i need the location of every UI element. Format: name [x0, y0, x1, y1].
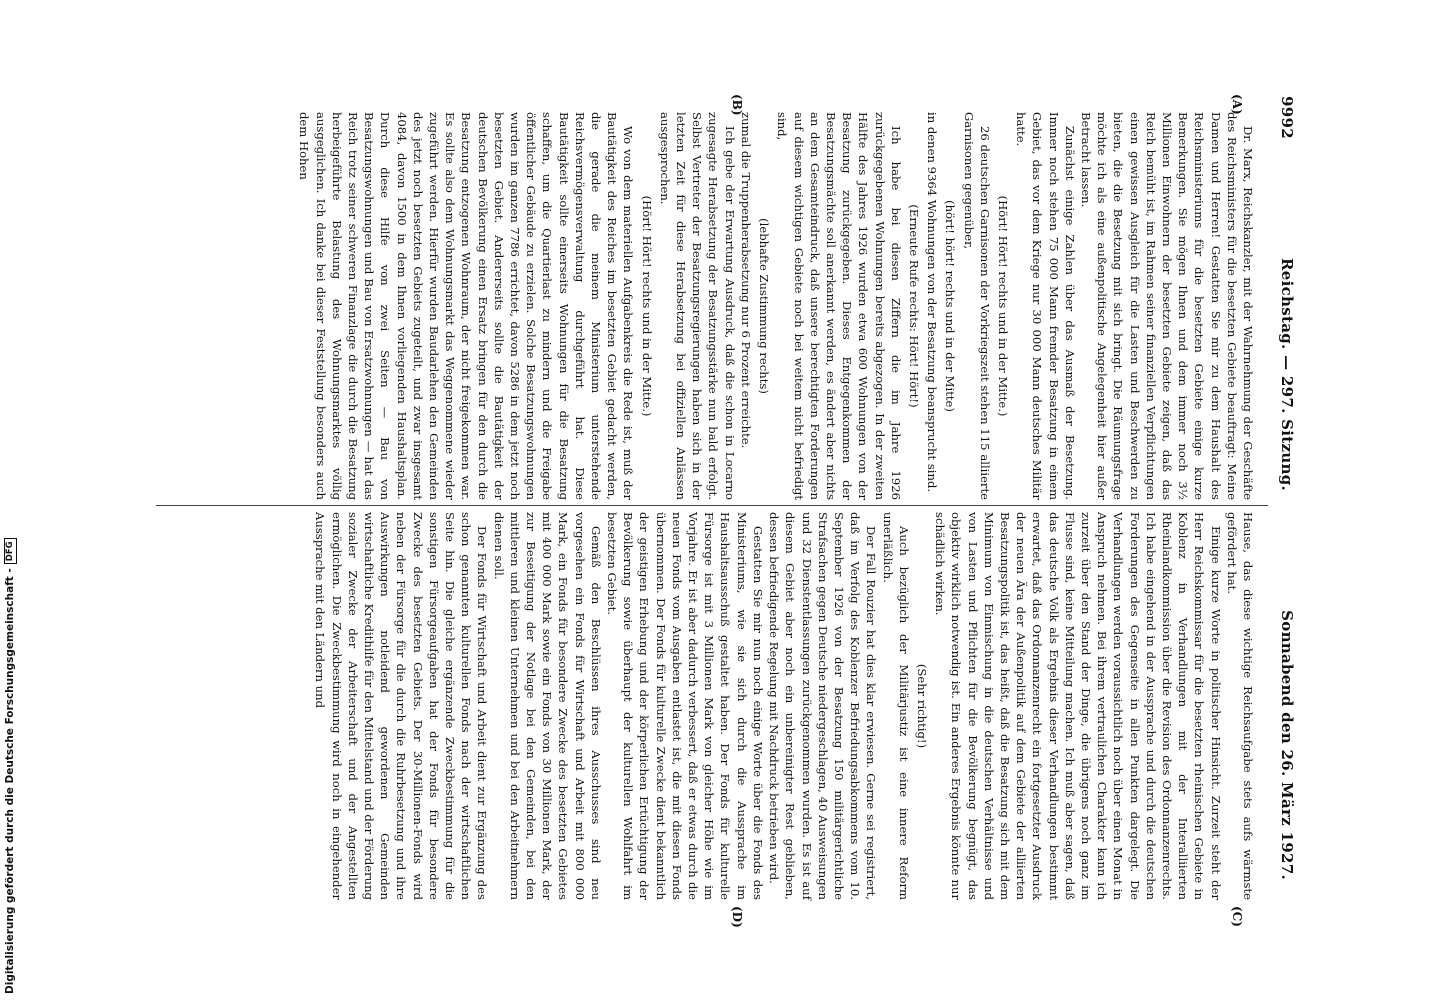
margin-letter-d: (D) [730, 906, 744, 928]
paragraph: Der Fall Rouzier hat dies klar erwiesen. Gerne sei registriert, daß im Verfolg des Koblenzer Befriedungsabkommens vom 10. September 1926 von der Besatzung 150 militärgerichtliche Strafsachen gegen Deutsche niedergeschlagen, 40 Ausweisungen und 32 Dienstentlassungen zurückgenommen wurden. Es ist auf diesem Gebiet aber noch ein unbereinigter Rest geblieben, dessen befriedigende Regelung mit Nachdruck betrieben wird. [767, 512, 879, 900]
dfg-logo: DFG [4, 538, 17, 564]
paragraph: in denen 9364 Wohnungen von der Besatzung beansprucht sind. [925, 112, 940, 493]
margin-letter-c: (C) [1230, 906, 1244, 927]
paragraph: Der Fonds für Wirtschaft und Arbeit dient zur Ergänzung des schon genannten kulturellen Fonds nach der wirtschaftlichen Seite hin. Die gleiche ergänzende Zweckbestimmung für die sonstigen Fürsorgeaufgaben hat der Fonds für besondere Zwecke des besetzten Gebiets. Der 30-Millionen-Fonds wird neben der Fürsorge für die durch die Ruhrbesetzung und ihre Auswirkungen notleidend gewordenen Gemeinden wirtschaftliche Kredithilfe für den Mittelstand und der Förderung sozialer Zwecke der Arbeiterschaft und der Angestellten ermöglichen. Die Zweckbestimmung wird noch in eingehender Aussprache mit den Ländern und [313, 512, 490, 900]
credit-text: Digitalisierung gefördert durch die Deutsche Forschungsgemeinschaft - [4, 568, 16, 994]
paragraph: Ich gebe der Erwartung Ausdruck, daß die schon in Locarno zugesagte Herabsetzung der Besatzungsstärke nun bald erfolgt. Selbst Vertreter der Besatzungsregierungen haben sich in der letzten Zeit für diese Herabsetzung bei offiziellen Anlässen ausgesprochen. [657, 112, 737, 500]
right-column [312, 512, 1256, 900]
session-title: Reichstag. — 297. Sitzung. [1278, 258, 1296, 492]
interjection: (Hört! Hört! rechts und in der Mitte.) [995, 195, 1010, 417]
paragraph: Auch bezüglich der Militärjustiz ist eine innere Reform unerläßlich. [880, 512, 911, 900]
paragraph: 26 deutschen Garnisonen der Vorkriegszeit stehen 115 alliierte Garnisonen gegenüber, [961, 112, 992, 500]
paragraph: Zunächst einige Zahlen über das Ausmaß der Besetzung. Immer noch stehen 75 000 Mann fremder Besatzung in einem Gebiet, das vor dem Kriege nur 30 000 Mann deutsches Militär hatte. [1014, 112, 1077, 500]
left-column [296, 112, 1256, 500]
interjection: (Sehr richtig!) [914, 663, 929, 749]
paragraph: Ich habe bei diesen Ziffern die im Jahre 1926 zurückgegebenen Wohnungen bereits abgezogen. In der zweiten Hälfte des Jahres 1926 wurden etwa 600 Wohnungen von der Besatzung zurückgegeben. Dieses Entgegenkommen der Besatzungsmächte soll anerkannt werden, es ändert aber nichts an dem Gesamteindruck, daß unsere berechtigten Forderungen auf diesem wichtigen Gebiete noch bei weitem nicht befriedigt sind, [775, 112, 903, 500]
paragraph: Einige kurze Worte in politischer Hinsicht. Zurzeit steht der Herr Reichskommissar für die besetzten rheinischen Gebiete in Koblenz in Verhandlungen mit der Interalliierten Rheinlandkommission über die Revision des Ordonnanzenrechts. Ich habe eingehend in der Aussprache und durch die deutschen Forderungen des Gegenseite in allen Punkten dargelegt. Die Verhandlungen werden voraussichtlich noch über einen Monat in Anspruch nehmen. Bei ihrem vertraulichen Charakter kann ich zurzeit über den Stand der Dinge, die übrigens noch ganz im Flusse sind, keine Mitteilung machen. Ich muß aber sagen, daß das deutsche Volk als Ergebnis dieser Verhandlungen bestimmt erwartet, daß das Ordonnanzenrecht ein fortgesetzter Ausdruck der neuen Ära der Außenpolitik auf dem Gebiete der alliierten Besatzungspolitik ist, das heißt, daß die Besatzung sich mit dem Minimum von Einmischung in die deutschen Verhältnisse und von Lasten und Pflichten für die Bevölkerung begnügt, das objektiv wirklich notwendig ist. Ein anderes Ergebnis könnte nur schädlich wirken. [933, 512, 1223, 900]
session-date: Sonnabend den 26. März 1927. [1278, 610, 1296, 880]
paragraph: Gemäß den Beschlüssen ihres Ausschusses sind neu vorgesehen ein Fonds für Wirtschaft und Arbeit mit 800 000 Mark, ein Fonds für besondere Zwecke des besetzten Gebietes mit 400 000 Mark sowie ein Fonds von 30 Millionen Mark, der zur Beseitigung der Notlage bei den Gemeinden, bei den mittleren und kleinen Unternehmen und bei den Arbeitnehmern dienen soll. [491, 512, 603, 900]
paragraph: Gestatten Sie mir nun noch einige Worte über die Fonds des Ministeriums, wie sie sich durch die Aussprache im Haushaltsausschuß gestaltet haben. Der Fonds für kulturelle Fürsorge ist mit 3 Millionen Mark von gleicher Höhe wie im Vorjahre. Er ist aber dadurch verbessert, daß er etwas durch die neuen Fonds vom Ausgaben entlastet ist, die mit diesen Fonds übernommen. Der Fonds für kulturelle Zwecke dient bekanntlich der geistigen Erhebung und der körperlichen Ertüchtigung der Bevölkerung sowie überhaupt der kulturellen Wohlfahrt im besetzten Gebiet. [605, 512, 765, 900]
digitization-credit [0, 0, 20, 1000]
paragraph: Wo von dem materiellen Aufgabenkreis die Rede ist, muß der Bautätigkeit des Reiches im besetzten Gebiet gedacht werden, die gerade die meinem Ministerium unterstehende Reichsvermögensverwaltung durchgeführt hat. Diese Bautätigkeit sollte einerseits Wohnungen für die Besatzung schaffen, um die Quartierlast zu mindern und die Freigabe öffentlicher Gebäude zu erzielen. Solche Besatzungswohnungen wurden im ganzen 7786 errichtet, davon 5286 in dem jetzt noch besetzten Gebiet. Andererseits sollte die Bautätigkeit der deutschen Bevölkerung einen Ersatz bringen für den durch die Besatzung entzogenen Wohnraum, der nicht freigekommen war. Es sollte also dem Wohnungsmarkt das Weggenommene wieder zugeführt werden. Hierfür wurden Baudarlehen den Gemeinden des jetzt noch besetzten Gebiets zugeteilt, und zwar insgesamt 4084, davon 1500 in dem Ihnen vorliegenden Haushaltsplan. Durch diese Hilfe von zwei Seiten — Bau von Besatzungswohnungen und Bau von Ersatzwohnungen — hat das Reich trotz seiner schweren Finanzlage die durch die Besatzung herbeigeführte Belastung des Wohnungsmarktes völlig ausgeglichen. Ich danke bei dieser Feststellung besonders auch dem Hohen [297, 112, 636, 500]
interjection: (hört! hört! rechts und in der Mitte) [943, 200, 958, 412]
margin-letter-b: (B) [730, 94, 744, 116]
paragraph: Hause, das diese wichtige Reichsaufgabe stets aufs wärmste gefördert hat. [1224, 512, 1255, 900]
interjection: (Hört! Hört! rechts und in der Mitte.) [639, 195, 654, 417]
paragraph: Dr. Marx, Reichskanzler, mit der Wahrnehmung der Geschäfte des Reichsministers für die besetzten Gebiete beauftragt: Meine Damen und Herren! Gestatten Sie mir zu dem Haushalt des Reichsministeriums für die besetzten Gebiete einige kurze Bemerkungen. Sie mögen Ihnen und dem immer noch 3½ Millionen Einwohnern der besetzten Gebiete zeigen, daß das Reich bemüht ist, im Rahmen seiner finanziellen Verpflichtungen einen gewissen Ausgleich für die Lasten und Beschwerden zu bieten, die die Besetzung mit sich bringt. Die Räumungsfrage möchte ich als eine außenpolitische Angelegenheit hier außer Betracht lassen. [1078, 112, 1255, 500]
interjection: (lebhafte Zustimmung rechts) [757, 218, 772, 394]
column-divider [156, 505, 1268, 506]
running-head [1270, 96, 1296, 880]
interjection: (Erneute Rufe rechts: Hört! Hört!) [906, 204, 921, 408]
paragraph: zumal die Truppenherabsetzung nur 6 Prozent erreichte. [738, 112, 753, 449]
page-number: 9992 [1278, 96, 1296, 139]
margin-letter-a: (A) [1230, 94, 1244, 115]
